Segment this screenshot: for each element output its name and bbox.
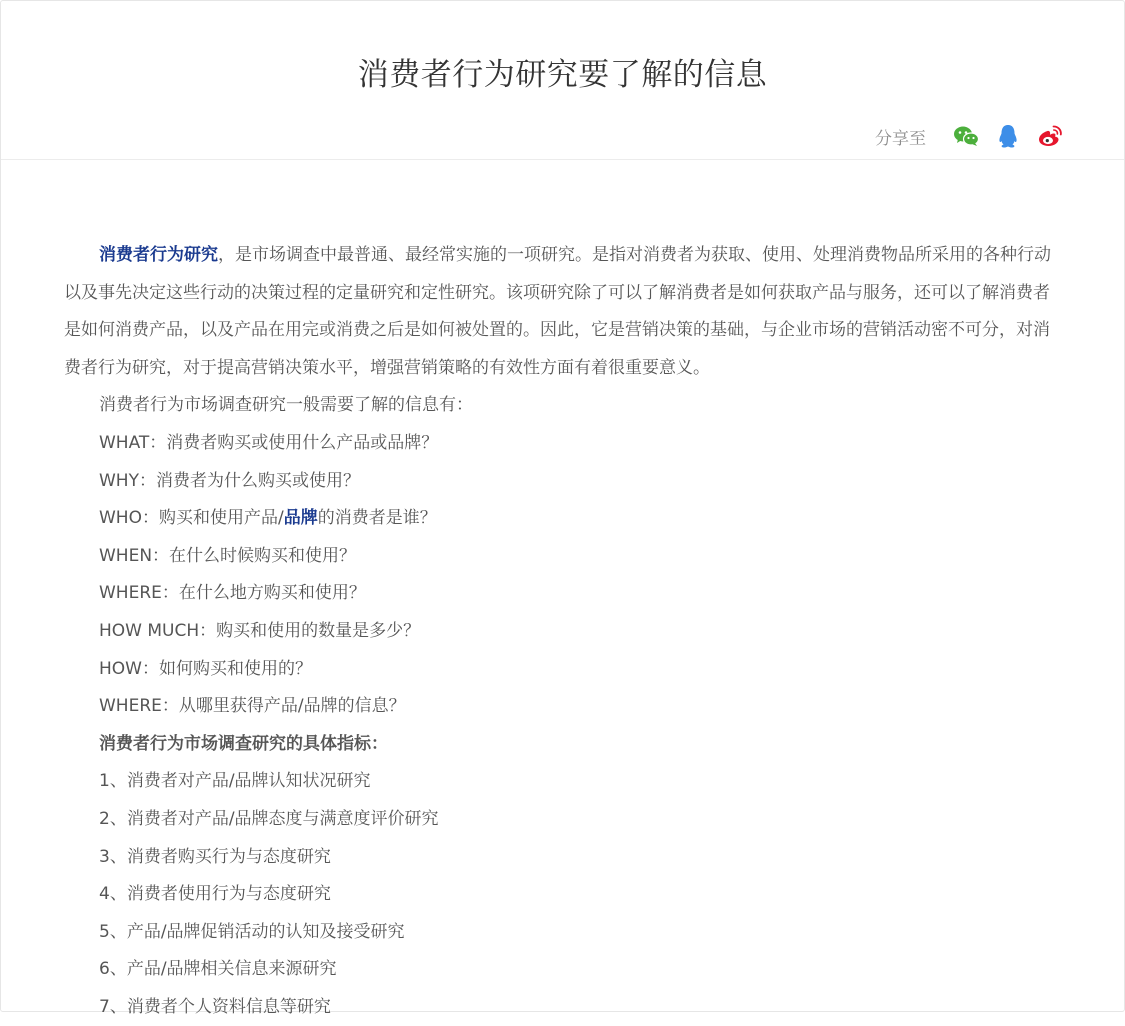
indicator-item: 1、消费者对产品/品牌认知状况研究 xyxy=(99,771,371,792)
wechat-icon[interactable] xyxy=(952,122,980,150)
intro-text: ，是市场调查中最普通、最经常实施的一项研究。是指对消费者为获取、使用、处理消费物品所采用的各种行动以及事先决定这些行动的决策过程的定量研究和定性研究。该项研究除了可以了解消费者是如何获取产品与服务，还可以了解消费者是如何消费产品，以及产品在用完或消费之后是如何被处置的。因此，它是营销决策的基础，与企业市场的营销活动密不可分，对消费者行为研究，对于提高营销决策水平，增强营销策略的有效性方面有着很重要意义。 xyxy=(64,245,1051,378)
list-item-how-much: HOW MUCH：购买和使用的数量是多少？ xyxy=(99,620,421,641)
weibo-icon[interactable] xyxy=(1036,122,1064,150)
brand-link[interactable]: 品牌 xyxy=(283,508,318,529)
list-item-how: HOW：如何购买和使用的？ xyxy=(99,658,312,679)
page-title: 消费者行为研究要了解的信息 xyxy=(357,57,768,93)
share-bar xyxy=(875,122,1064,150)
list-item-who xyxy=(64,500,1064,538)
list-item-why: WHY：消费者为什么购买或使用？ xyxy=(99,470,360,491)
list-item-what: WHAT：消费者购买或使用什么产品或品牌？ xyxy=(99,432,439,453)
share-label: 分享至 xyxy=(875,128,926,149)
qq-icon[interactable] xyxy=(994,122,1022,150)
list-item-where-info: WHERE：从哪里获得产品/品牌的信息？ xyxy=(99,696,406,717)
article-body xyxy=(64,237,1064,1026)
indicators-heading: 消费者行为市场调查研究的具体指标： xyxy=(99,733,388,754)
who-prefix: WHO：购买和使用产品/ xyxy=(99,508,284,529)
consumer-behavior-link[interactable]: 消费者行为研究 xyxy=(99,245,218,265)
who-suffix: 的消费者是谁？ xyxy=(317,508,437,529)
indicator-item: 6、产品/品牌相关信息来源研究 xyxy=(99,959,337,980)
list-item-where: WHERE：在什么地方购买和使用？ xyxy=(99,583,366,604)
indicator-item: 3、消费者购买行为与态度研究 xyxy=(99,846,331,867)
indicator-item: 7、消费者个人资料信息等研究 xyxy=(99,996,331,1017)
article-header xyxy=(1,1,1124,160)
intro-paragraph xyxy=(64,237,1064,387)
indicator-item: 4、消费者使用行为与态度研究 xyxy=(99,884,331,905)
info-heading: 消费者行为市场调查研究一般需要了解的信息有： xyxy=(99,395,473,416)
list-item-when: WHEN：在什么时候购买和使用？ xyxy=(99,545,357,566)
indicator-item: 2、消费者对产品/品牌态度与满意度评价研究 xyxy=(99,808,439,829)
indicator-item: 5、产品/品牌促销活动的认知及接受研究 xyxy=(99,921,405,942)
